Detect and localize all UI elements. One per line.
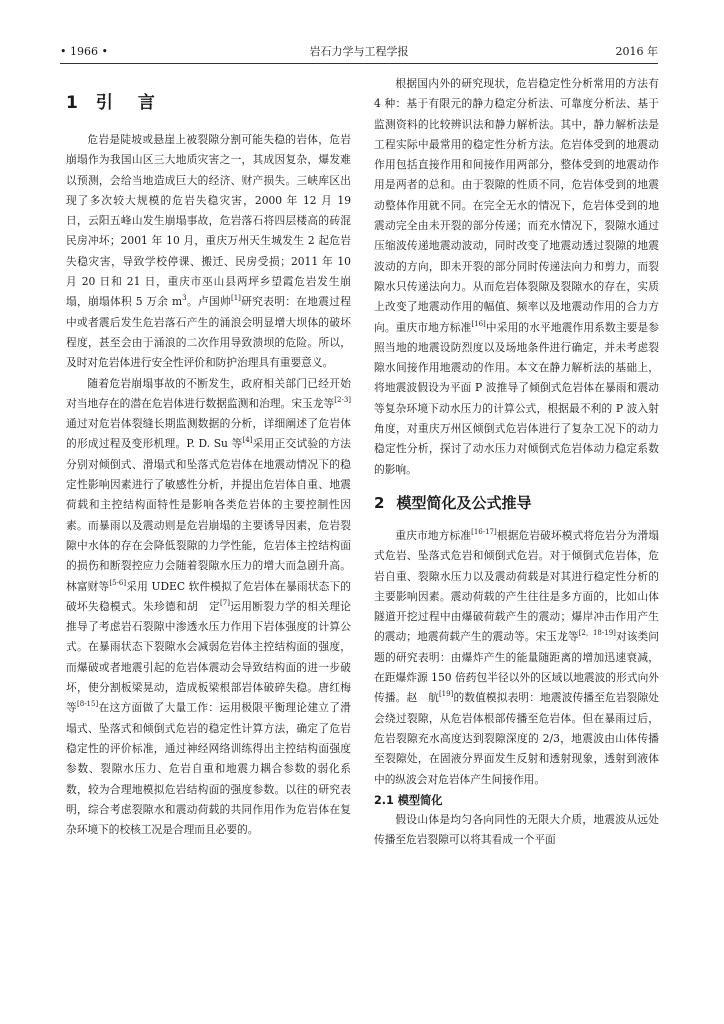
citation: [5-6]: [109, 578, 127, 587]
citation: [2-3]: [334, 395, 351, 404]
section-title: 引 言: [95, 93, 159, 113]
paragraph: 重庆市地方标准[16-17]根据危岩破坏模式将危岩分为滑塌式危岩、坠落式危岩和倾倒式危岩。对于倾倒式危岩体，危岩自重、裂隙水压力以及震动荷载是对其进行稳定性分析的主要影响因素。震动荷载的产生往往是多方面的，比如山体隧道开挖过程中由爆破荷载产生的震动；爆岸冲击作用产生的震动；地震荷载产生的震动等。宋玉龙等[2，18-19]对该类问题的研究表明：由爆炸产生的能量随距离的增加迅速衰减，在距爆炸源 150 倍药包半径以外的区域以地震波的形式向外传播。赵 航[19]的数值模拟表明：地震波传播至危岩裂隙处会绕过裂隙，从危岩体根部传播至危岩体。但在暴雨过后，危岩裂隙充水高度达到裂隙深度的 2/3，地震波由山体传播至裂隙处，在固液分界面发生反射和透射现象，透射到液体中的纵波会对危岩体产生间接作用。: [374, 527, 659, 786]
superscript: 3: [182, 294, 187, 303]
citation: [4]: [242, 436, 253, 445]
citation: [7]: [220, 598, 230, 607]
citation: [19]: [438, 690, 454, 699]
citation: [16-17]: [471, 527, 497, 536]
subsection-heading: 2.1 模型简化: [374, 793, 443, 807]
paragraph: 危岩是陡坡或悬崖上被裂隙分割可能失稳的岩体，危岩崩塌作为我国山区三大地质灾害之一，其成因复杂，爆发难以预测，会给当地造成巨大的经济、财产损失。三峡库区出现了多次较大规模的危岩失稳灾害，2000 年 12 月 19 日，云阳五峰山发生崩塌事故，危岩落石将四层楼高的砖混民房冲坏；2001 年 10 月，重庆万州天生城发生 2 起危岩失稳灾害，导致学校停课、搬迁、民房受损；2011 年 10 月 20 日和 21 日，重庆市巫山县两坪乡望霞危岩发生崩塌，崩塌体积 5 万余 $m^3$。卢国帅[1]研究表明：在地震过程中或者震后发生危岩落石产生的涌浪会明显增大坝体的破坏程度，甚至会由于涌浪的二次作用导致溃坝的危险。所以，及时对危岩体进行安全性评价和防护治理具有重要意义。: [66, 133, 351, 370]
citation: [8-15]: [77, 700, 99, 709]
year: 2016 年: [615, 45, 658, 58]
header-rule: [60, 63, 658, 64]
citation: [1]: [230, 294, 241, 303]
page-header: [60, 43, 658, 61]
paragraph: 根据国内外的研究现状，危岩稳定性分析常用的方法有 4 种：基于有限元的静力稳定分析法、可靠度分析法、基于监测资料的比较辨识法和静力解析法。其中，静力解析法是工程实际中最常用的稳定性分析方法。危岩体受到的地震动作用包括直接作用和间接作用两部分，整体受到的地震动作用是两者的总和。由于裂隙的性质不同，危岩体受到的地震动整体作用就不同。在完全无水的情况下，危岩体受到的地震动完全由未开裂的部分传递；而充水情况下，裂隙水通过压缩波传递地震动波动，同时改变了地震动透过裂隙的地震波动的方向，即未开裂的部分同时传递法向力和剪力，而裂隙水只传递法向力。从而危岩体裂隙及裂隙水的存在，实质上改变了地震动作用的幅值、频率以及地震动作用的合力方向。重庆市地方标准[16]中采用的水平地震作用系数主要是参照当地的地震设防烈度以及场地条件进行确定，并未考虑裂隙水间接作用地震动的作用。本文在静力解析法的基础上，将地震波假设为平面 P 波推导了倾倒式危岩体在暴雨和震动等复杂环境下动水压力的计算公式，根据最不利的 P 波入射角度，对重庆万州区倾倒式危岩体进行了复杂工况下的动力稳定性分析，探讨了动水压力对倾倒式危岩体动力稳定系数的影响。: [374, 77, 659, 476]
paragraph: 随着危岩崩塌事故的不断发生，政府相关部门已经开始对当地存在的潜在危岩体进行数据监测和治理。宋玉龙等[2-3]通过对危岩体裂缝长期监测数据的分析，详细阐述了危岩体的形成过程及变形机理。P. D. Su 等[4]采用正交试验的方法分别对倾倒式、滑塌式和坠落式危岩体在地震动情况下的稳定性影响因素进行了敏感性分析，并提出危岩体自重、地震荷载和主控结构面特性是影响各类危岩体的主要控制性因素。而暴雨以及震动则是危岩崩塌的主要诱导因素，危岩裂隙中水体的存在会降低裂隙的力学性能，危岩体主控结构面的损伤和断裂控应力会随着裂隙水压力的增大而急剧升高。林富财等[5-6]采用 UDEC 软件模拟了危岩体在暴雨状态下的破坏失稳模式。朱珍德和胡 定[7]运用断裂力学的相关理论推导了考虑岩石裂隙中渗透水压力作用下岩体强度的计算公式。在暴雨状态下裂隙水会减弱危岩体主控结构面的强度，而爆破或者地震引起的危岩体震动会导致结构面的进一步破坏，使分割板梁晃动，造成板梁根部岩体破碎失稳。唐红梅等[8-15]在这方面做了大量工作：运用极限平衡理论建立了滑塌式、坠落式和倾倒式危岩的稳定性计算方法，确定了危岩稳定性的评价标准，通过神经网络训练得出主控结构面强度参数、裂隙水压力、危岩自重和地震力耦合参数的弱化系数，较为合理地模拟危岩结构面的强度参数。以往的研究表明，综合考虑裂隙水和震动荷载的共同作用作为危岩体在复杂环境下的校核工况是合理而且必要的。: [66, 376, 351, 837]
paragraph: 假设山体是均匀各向同性的无限大介质，地震波从远处传播至危岩裂隙可以将其看成一个平面: [374, 812, 659, 847]
citation: [16]: [471, 319, 486, 328]
journal-name: 岩石力学与工程学报: [309, 45, 409, 58]
section-number: 1: [66, 93, 82, 113]
left-column: [66, 74, 351, 840]
page-number: • 1966 •: [60, 45, 108, 58]
right-column: [374, 74, 659, 850]
section-1-heading: [66, 92, 351, 114]
section-number: 2: [374, 493, 385, 512]
citation: [2，18-19]: [578, 629, 616, 638]
section-title: 模型简化及公式推导: [396, 493, 532, 512]
section-2-heading: [374, 492, 659, 514]
